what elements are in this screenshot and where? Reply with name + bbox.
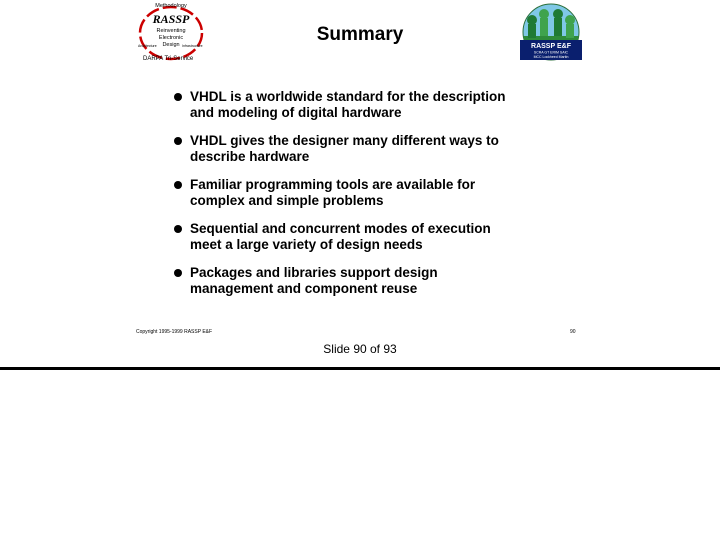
- bullet-item: [172, 265, 572, 297]
- bullet-list: [172, 89, 572, 309]
- bullet-line: management and component reuse: [190, 281, 418, 296]
- bullet-dot-icon: [174, 181, 182, 189]
- logo-top-text: Methodology: [155, 3, 187, 9]
- bullet-line: Packages and libraries support design: [190, 265, 438, 280]
- logo-wordmark: RASSP: [152, 12, 190, 26]
- slide-copyright: Copyright 1995-1999 RASSP E&F: [136, 329, 213, 335]
- bullet-line: Familiar programming tools are available for: [190, 177, 476, 192]
- logo-line-2: Electronic: [158, 35, 184, 41]
- bullet-line: VHDL gives the designer many different ways to: [190, 133, 499, 148]
- bullet-line: meet a large variety of design needs: [190, 237, 423, 252]
- bullet-dot-icon: [174, 93, 182, 101]
- slide-title: Summary: [316, 24, 404, 45]
- bullet-dot-icon: [174, 137, 182, 145]
- bullet-item: [172, 133, 572, 165]
- slide-page-number: 90: [570, 329, 576, 335]
- bullet-dot-icon: [174, 225, 182, 233]
- logo-band-sub-2: MCC Lockheed Martin: [533, 55, 569, 59]
- logo-tagline: DARPA Tri-Service: [143, 56, 194, 62]
- logo-line-3: Design: [162, 42, 180, 48]
- bullet-line: complex and simple problems: [190, 193, 384, 208]
- logo-band-sub-1: SCRA GT ERIM SAIC: [533, 50, 569, 55]
- divider-line: [0, 367, 720, 370]
- logo-band-text: RASSP E&F: [531, 43, 571, 50]
- bullet-line: describe hardware: [190, 149, 310, 164]
- logo-bottom-left: Architecture: [138, 44, 157, 48]
- slide-counter: Slide 90 of 93: [323, 342, 397, 356]
- logo-line-1: Reinventing: [156, 28, 186, 34]
- rassp-ef-logo: [516, 2, 586, 62]
- bullet-line: Sequential and concurrent modes of execution: [190, 221, 491, 236]
- bullet-line: and modeling of digital hardware: [190, 105, 402, 120]
- bullet-item: [172, 177, 572, 209]
- bullet-line: VHDL is a worldwide standard for the description: [190, 89, 506, 104]
- rassp-methodology-logo: [136, 2, 206, 64]
- bullet-item: [172, 221, 572, 253]
- logo-bottom-right: Infrastructure: [182, 44, 203, 48]
- bullet-item: [172, 89, 572, 121]
- bullet-dot-icon: [174, 269, 182, 277]
